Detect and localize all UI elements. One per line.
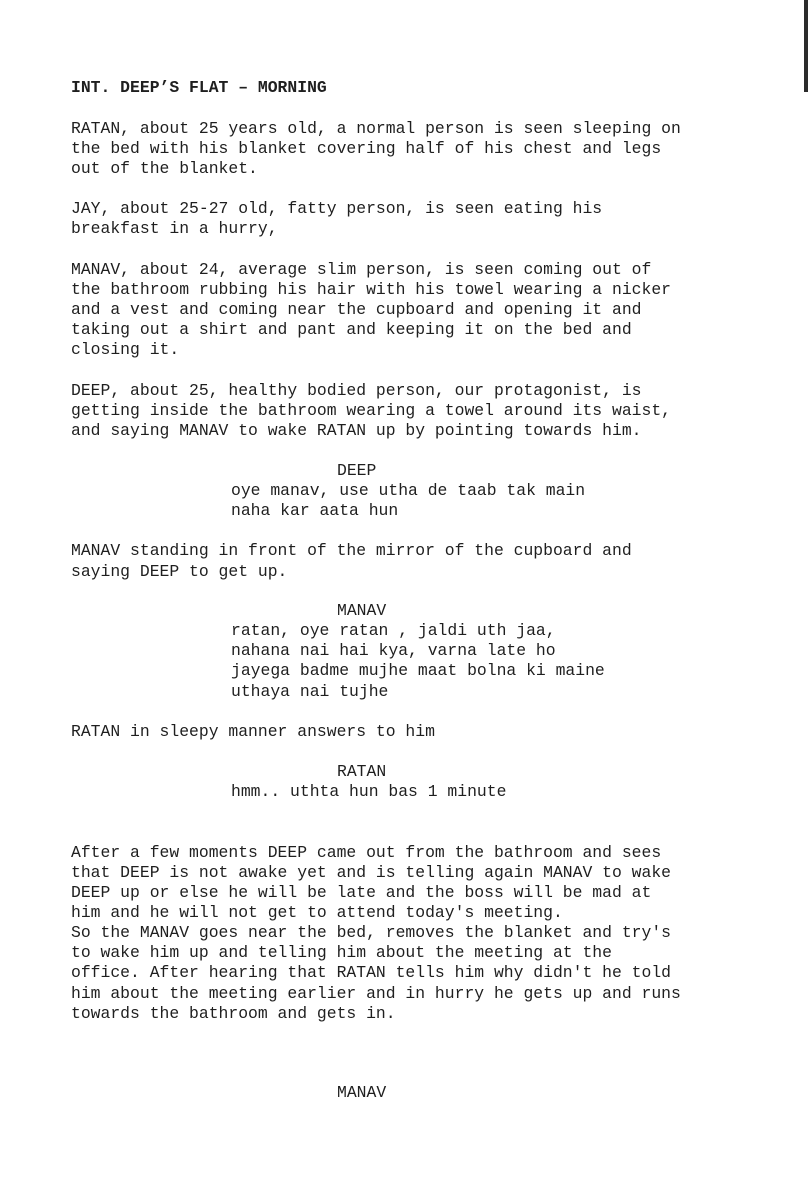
action-line: that DEEP is not awake yet and is telling again MANAV to wake xyxy=(71,863,671,882)
action-line: closing it. xyxy=(71,340,180,359)
action-line: saying DEEP to get up. xyxy=(71,562,288,581)
dialogue-line: jayega badme mujhe maat bolna ki maine xyxy=(231,661,605,680)
action-line: DEEP up or else he will be late and the boss will be mad at xyxy=(71,883,652,902)
dialogue-line: hmm.. uthta hun bas 1 minute xyxy=(231,782,507,801)
action-line: and a vest and coming near the cupboard and opening it and xyxy=(71,300,642,319)
action-line: taking out a shirt and pant and keeping it on the bed and xyxy=(71,320,632,339)
action-line: getting inside the bathroom wearing a towel around its waist, xyxy=(71,401,671,420)
scene-heading: INT. DEEP’S FLAT – MORNING xyxy=(71,78,327,97)
action-line: RATAN, about 25 years old, a normal person is seen sleeping on xyxy=(71,119,681,138)
action-line: After a few moments DEEP came out from the bathroom and sees xyxy=(71,843,662,862)
action-line: MANAV standing in front of the mirror of the cupboard and xyxy=(71,541,632,560)
action-line: the bathroom rubbing his hair with his towel wearing a nicker xyxy=(71,280,671,299)
character-cue: RATAN xyxy=(337,762,387,781)
action-line: RATAN in sleepy manner answers to him xyxy=(71,722,435,741)
action-line: So the MANAV goes near the bed, removes the blanket and try's xyxy=(71,923,671,942)
action-line: MANAV, about 24, average slim person, is seen coming out of xyxy=(71,260,652,279)
dialogue-line: nahana nai hai kya, varna late ho xyxy=(231,641,556,660)
action-line: DEEP, about 25, healthy bodied person, our protagonist, is xyxy=(71,381,642,400)
action-line: JAY, about 25-27 old, fatty person, is seen eating his xyxy=(71,199,603,218)
action-line: and saying MANAV to wake RATAN up by pointing towards him. xyxy=(71,421,642,440)
dialogue-line: uthaya nai tujhe xyxy=(231,682,389,701)
scrollbar[interactable] xyxy=(804,0,808,92)
action-line: to wake him up and telling him about the meeting at the xyxy=(71,943,612,962)
character-cue: MANAV xyxy=(337,1083,387,1102)
character-cue: MANAV xyxy=(337,601,387,620)
action-line: office. After hearing that RATAN tells him why didn't he told xyxy=(71,963,671,982)
action-line: him about the meeting earlier and in hurry he gets up and runs xyxy=(71,984,681,1003)
action-line: him and he will not get to attend today's meeting. xyxy=(71,903,563,922)
dialogue-line: oye manav, use utha de taab tak main xyxy=(231,481,586,500)
action-line: towards the bathroom and gets in. xyxy=(71,1004,396,1023)
action-line: the bed with his blanket covering half of his chest and legs xyxy=(71,139,662,158)
action-line: out of the blanket. xyxy=(71,159,258,178)
dialogue-line: ratan, oye ratan , jaldi uth jaa, xyxy=(231,621,556,640)
action-line: breakfast in a hurry, xyxy=(71,219,278,238)
dialogue-line: naha kar aata hun xyxy=(231,501,399,520)
character-cue: DEEP xyxy=(337,461,377,480)
